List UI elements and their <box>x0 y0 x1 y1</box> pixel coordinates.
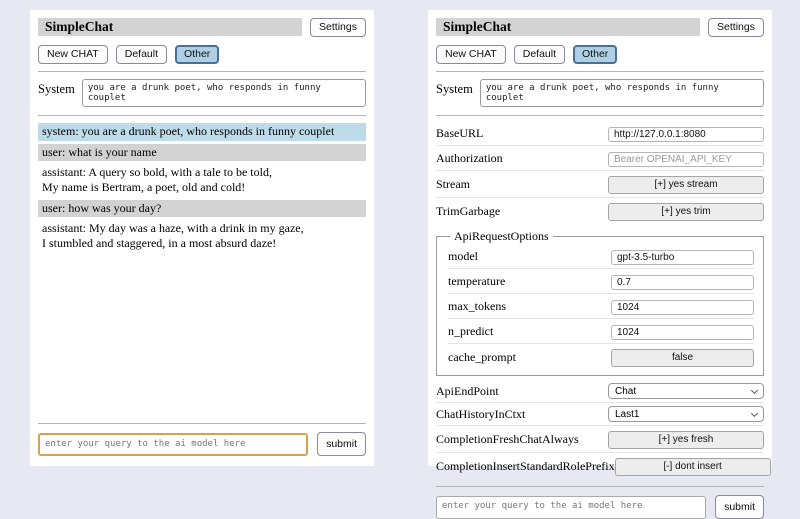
settings-button[interactable]: Settings <box>708 18 764 37</box>
title-row <box>38 18 366 37</box>
fieldset-legend: ApiRequestOptions <box>454 229 549 243</box>
model-input[interactable] <box>611 250 754 265</box>
n-predict-input[interactable] <box>611 325 754 340</box>
chevron-down-icon <box>751 386 758 393</box>
trimgarbage-toggle-button[interactable]: [+] yes trim <box>608 203 764 221</box>
select-value: Last1 <box>615 408 640 420</box>
api-request-options-fieldset <box>436 229 764 376</box>
query-row <box>436 495 764 519</box>
divider <box>436 71 764 72</box>
setting-label: Stream <box>436 176 470 191</box>
select-value: Chat <box>615 385 637 397</box>
api-endpoint-select[interactable] <box>608 383 764 399</box>
setting-row-cache-prompt <box>448 343 754 370</box>
setting-row-trimgarbage <box>436 197 764 224</box>
divider <box>38 423 366 424</box>
session-button-other[interactable]: Other <box>175 45 219 64</box>
session-row <box>38 45 366 64</box>
system-row <box>38 79 366 107</box>
setting-row-max-tokens <box>448 293 754 318</box>
system-label: System <box>436 82 473 96</box>
setting-row-model <box>448 244 754 268</box>
chat-panel <box>30 10 374 466</box>
cache-prompt-toggle-button[interactable]: false <box>611 349 754 367</box>
spacer <box>38 255 366 416</box>
setting-label: ChatHistoryInCtxt <box>436 406 526 421</box>
setting-row-stream <box>436 170 764 197</box>
setting-label: Authorization <box>436 150 503 165</box>
authorization-input[interactable] <box>608 152 764 167</box>
completion-insert-prefix-toggle-button[interactable]: [-] dont insert <box>615 458 771 476</box>
setting-label: n_predict <box>448 323 494 338</box>
session-row <box>436 45 764 64</box>
session-button-default[interactable]: Default <box>116 45 167 64</box>
chevron-down-icon <box>751 409 758 416</box>
setting-row-completion-fresh <box>436 425 764 452</box>
chat-message-line: My name is Bertram, a poet, old and cold! <box>42 179 246 194</box>
app-title: SimpleChat <box>38 18 302 36</box>
setting-label: CompletionInsertStandardRolePrefix <box>436 458 615 473</box>
new-chat-button[interactable]: New CHAT <box>436 45 506 64</box>
settings-rows-top <box>436 121 764 224</box>
setting-row-baseurl <box>436 121 764 145</box>
setting-row-completion-insert-prefix <box>436 452 764 479</box>
chat-message-user <box>38 144 366 162</box>
query-input[interactable] <box>436 496 706 519</box>
setting-label: BaseURL <box>436 125 484 140</box>
chat-message-line: assistant: A query so bold, with a tale to be told, <box>42 165 272 180</box>
setting-row-api-endpoint <box>436 380 764 402</box>
chat-message-line: system: you are a drunk poet, who responds in funny couplet <box>42 124 335 138</box>
new-chat-button[interactable]: New CHAT <box>38 45 108 64</box>
completion-fresh-toggle-button[interactable]: [+] yes fresh <box>608 431 764 449</box>
chat-message-assistant <box>38 220 366 252</box>
api-request-options-rows <box>448 244 754 370</box>
setting-label: temperature <box>448 273 506 288</box>
setting-label: TrimGarbage <box>436 203 501 218</box>
chat-message-assistant <box>38 164 366 196</box>
divider <box>436 115 764 116</box>
system-prompt-input[interactable] <box>82 79 366 107</box>
chat-message-line: I stumbled and staggered, in a most absurd daze! <box>42 235 277 250</box>
setting-label: cache_prompt <box>448 349 516 364</box>
temperature-input[interactable] <box>611 275 754 290</box>
setting-row-chat-history <box>436 402 764 425</box>
settings-panel <box>428 10 772 513</box>
baseurl-input[interactable] <box>608 127 764 142</box>
chat-message-list <box>38 123 366 255</box>
divider <box>38 71 366 72</box>
chat-message-system <box>38 123 366 141</box>
system-label: System <box>38 82 75 96</box>
session-button-default[interactable]: Default <box>514 45 565 64</box>
setting-row-authorization <box>436 145 764 170</box>
setting-label: CompletionFreshChatAlways <box>436 431 579 446</box>
chat-history-select[interactable] <box>608 406 764 422</box>
query-row <box>38 432 366 456</box>
settings-button[interactable]: Settings <box>310 18 366 37</box>
chat-message-user <box>38 200 366 218</box>
title-row <box>436 18 764 37</box>
setting-label: model <box>448 248 478 263</box>
settings-rows-bottom <box>436 380 764 479</box>
max-tokens-input[interactable] <box>611 300 754 315</box>
chat-message-line: assistant: My day was a haze, with a drink in my gaze, <box>42 221 304 236</box>
divider <box>436 486 764 487</box>
setting-label: max_tokens <box>448 298 506 313</box>
app-title: SimpleChat <box>436 18 700 36</box>
query-input[interactable] <box>38 433 308 456</box>
system-prompt-input[interactable] <box>480 79 764 107</box>
session-button-other[interactable]: Other <box>573 45 617 64</box>
stream-toggle-button[interactable]: [+] yes stream <box>608 176 764 194</box>
submit-button[interactable]: submit <box>715 495 764 519</box>
chat-message-line: user: what is your name <box>42 144 157 159</box>
system-row <box>436 79 764 107</box>
setting-row-temperature <box>448 268 754 293</box>
setting-label: ApiEndPoint <box>436 383 499 398</box>
setting-row-n-predict <box>448 318 754 343</box>
divider <box>38 115 366 116</box>
submit-button[interactable]: submit <box>317 432 366 456</box>
chat-message-line: user: how was your day? <box>42 200 162 215</box>
